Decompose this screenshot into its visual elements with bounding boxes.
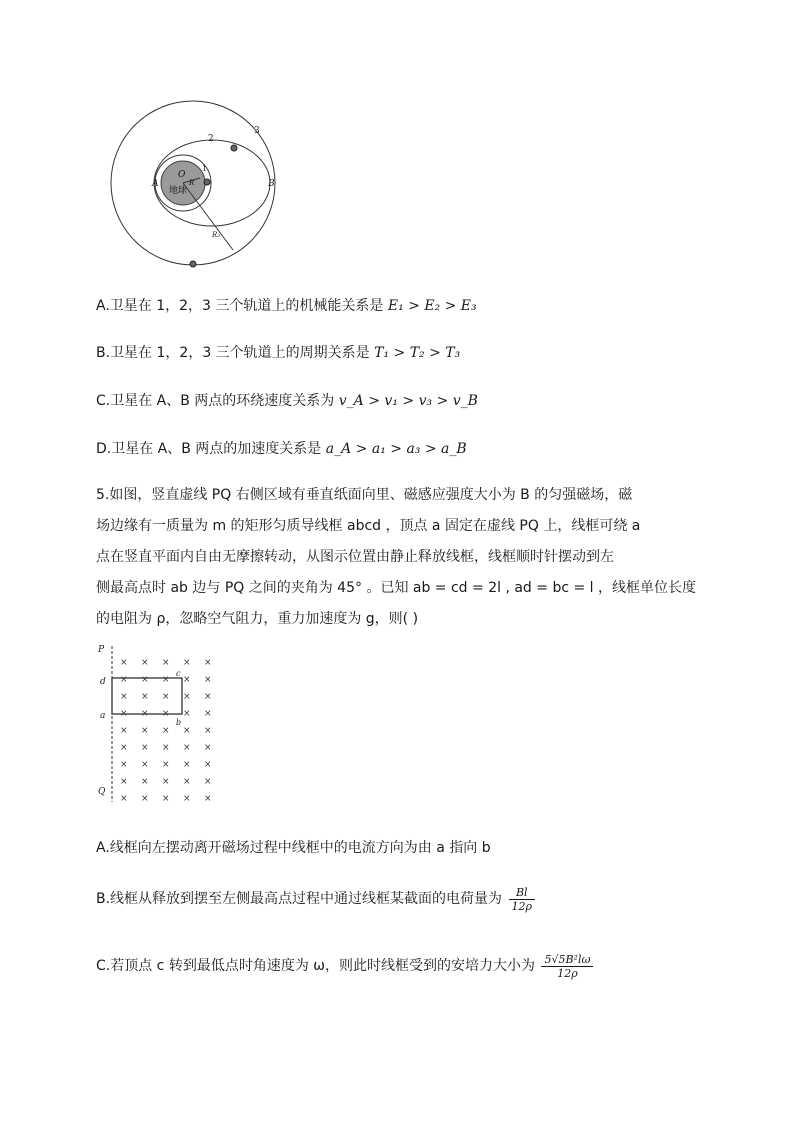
field-mark: ×	[162, 658, 170, 668]
field-mark: ×	[141, 675, 149, 685]
field-mark: ×	[162, 777, 170, 787]
field-mark: ×	[120, 692, 128, 702]
field-mark: ×	[141, 726, 149, 736]
label-point-a: A	[152, 179, 159, 189]
field-mark: ×	[204, 777, 212, 787]
field-mark: ×	[162, 760, 170, 770]
field-mark: ×	[141, 743, 149, 753]
field-mark: ×	[183, 709, 191, 719]
field-mark: ×	[183, 777, 191, 787]
field-mark: ×	[162, 692, 170, 702]
field-mark: ×	[141, 658, 149, 668]
label-b: b	[176, 718, 182, 727]
label-orbit1: 1	[202, 164, 208, 173]
label-orbit3: 3	[254, 126, 260, 136]
field-mark: ×	[204, 760, 212, 770]
option-q4-b: B.卫星在 1，2，3 三个轨道上的周期关系是 T₁ > T₂ > T₃	[96, 345, 461, 361]
field-mark: ×	[204, 709, 212, 719]
label-orbit2: 2	[208, 134, 214, 144]
field-mark: ×	[183, 760, 191, 770]
field-mark: ×	[162, 794, 170, 804]
field-mark: ×	[120, 675, 128, 685]
label-point-b: B	[268, 179, 275, 189]
label-d: d	[100, 677, 106, 687]
field-mark: ×	[183, 743, 191, 753]
option-q4-d: D.卫星在 A、B 两点的加速度关系是 a_A > a₁ > a₃ > a_B	[96, 441, 467, 457]
field-mark: ×	[120, 709, 128, 719]
field-mark: ×	[120, 658, 128, 668]
field-mark: ×	[183, 692, 191, 702]
question-5-stem: 5.如图，竖直虚线 PQ 右侧区域有垂直纸面向里、磁感应强度大小为 B 的匀强磁场，磁 场边缘有一质量为 m 的矩形匀质导线框 abcd ，顶点 a 固定在虚线 PQ 上，线框可绕 a 点在竖直平面内自由无摩擦转动，从图示位置由静止释放线框，线框顺时针摆动到左 侧最高点时 ab 边与 PQ 之间的夹角为 45° 。已知 ab = cd = 2l , ad = bc = l ，线框单位长度 的电阻为 ρ，忽略空气阻力，重力加速度为 g，则( )	[96, 487, 697, 627]
field-mark: ×	[162, 726, 170, 736]
field-mark: ×	[120, 743, 128, 753]
label-radius: R	[189, 179, 195, 187]
option-q4-a: A.卫星在 1，2，3 三个轨道上的机械能关系是 E₁ > E₂ > E₃	[96, 298, 477, 314]
label-earth: 地球	[169, 186, 188, 196]
field-mark: ×	[183, 794, 191, 804]
field-mark: ×	[141, 709, 149, 719]
satellite-orbit1	[204, 179, 210, 185]
option-q4-c: C.卫星在 A、B 两点的环绕速度关系为 v_A > v₁ > v₃ > v_B	[96, 393, 478, 409]
field-mark: ×	[183, 726, 191, 736]
field-mark: ×	[141, 794, 149, 804]
field-mark: ×	[162, 709, 170, 719]
fraction-b: $\frac{Bl}{12\rho}$	[509, 886, 535, 913]
field-mark: ×	[204, 743, 212, 753]
radius-line-r3	[183, 183, 233, 250]
label-r3: R₃	[212, 231, 221, 239]
satellite-orbit3	[190, 261, 196, 267]
field-mark: ×	[120, 760, 128, 770]
field-mark: ×	[120, 726, 128, 736]
field-mark: ×	[204, 692, 212, 702]
field-mark: ×	[183, 658, 191, 668]
field-mark: ×	[141, 692, 149, 702]
field-mark: ×	[162, 675, 170, 685]
option-q5-c: C.若顶点 c 转到最低点时角速度为 ω，则此时线框受到的安培力大小为 $\frac{\text{5√5B²lω}}{12\rho}$	[96, 947, 593, 985]
field-mark: ×	[120, 777, 128, 787]
field-mark: ×	[204, 726, 212, 736]
field-mark: ×	[204, 794, 212, 804]
fraction-c: $\frac{\text{5√5B²lω}}{12\rho}$	[541, 953, 593, 980]
field-mark: ×	[204, 658, 212, 668]
label-c: c	[176, 669, 181, 678]
option-q5-b: B.线框从释放到摆至左侧最高点过程中通过线框某截面的电荷量为 $\frac{Bl}{12\rho}$	[96, 880, 535, 918]
label-q: Q	[98, 787, 106, 797]
magnetic-field-diagram	[96, 642, 226, 807]
field-mark: ×	[204, 675, 212, 685]
field-mark: ×	[183, 675, 191, 685]
label-a: a	[100, 711, 106, 721]
field-mark: ×	[141, 777, 149, 787]
satellite-orbit2	[231, 145, 237, 151]
label-center: O	[178, 170, 186, 180]
label-p: P	[98, 645, 105, 655]
orbit-diagram	[96, 100, 296, 272]
option-q5-a: A.线框向左摆动离开磁场过程中线框中的电流方向为由 a 指向 b	[96, 840, 491, 856]
field-mark: ×	[162, 743, 170, 753]
field-marks	[120, 658, 212, 804]
field-mark: ×	[120, 794, 128, 804]
field-mark: ×	[141, 760, 149, 770]
